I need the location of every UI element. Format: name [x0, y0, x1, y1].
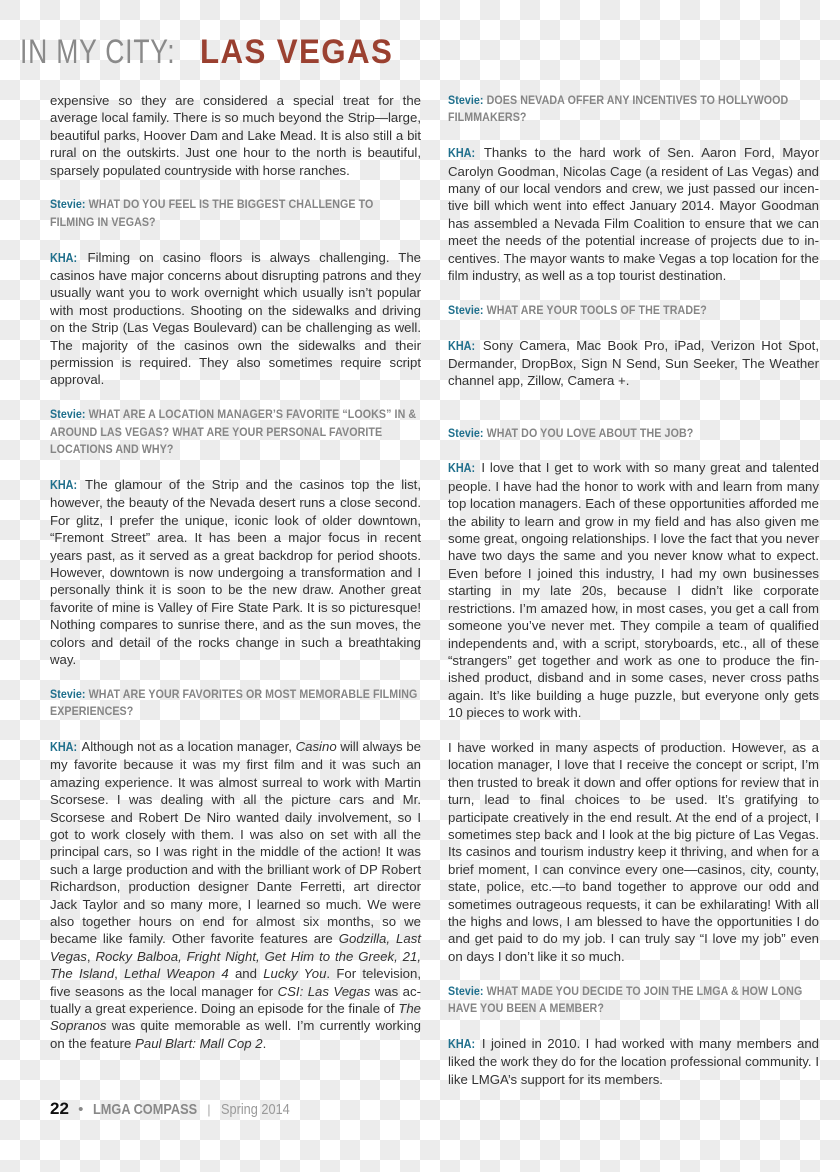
answer-text: Thanks to the hard work of Sen. Aaron Ford, Mayor Carolyn Goodman, Nicolas Cage (a resident of Las Vegas) and many of our local vendors and crew, we just passed our incentive bill which went into effect January 2014. Mayor Goodman has assembled a Nevada Film Coalition to ensure that we can meet the needs of the potential increase of projects due to incentives. The mayor wants to make Vegas a top location for the film industry, as well as a top tourist destination.	[448, 145, 819, 284]
answer-block	[448, 459, 819, 721]
speaker-label: Stevie:	[50, 407, 86, 422]
issue-date: Spring 2014	[220, 1101, 290, 1118]
question	[50, 406, 420, 458]
answer-continued: I have worked in many aspects of production. However, as a location manager, I love that I receive the concept or script, I’m then trusted to break it down and offer options for review that in turn, lead to final choices to be used. It’s gratifying to participate creatively in the end result. At the end of a project, I sometimes step back and I look at the big picture of Las Vegas. Its casinos and tourism industry keep it thriving, and when for a brief moment, I can convince every one—casinos, city, county, state, police, etc.—to band together to approve our odd and sometimes outrageous requests, it can be exhilarating! With all the highs and lows, I am blessed to have the opportunities I do and get paid to do my job. I can truly say “I love my job” even on days I don’t like it so much.	[448, 739, 819, 964]
speaker-label: KHA:	[448, 461, 476, 476]
speaker-label: KHA:	[448, 146, 476, 161]
title-prefix: IN MY CITY:	[20, 33, 176, 71]
speaker-label: Stevie:	[448, 302, 484, 317]
answer-text: The glamour of the Strip and the casinos top the list, however, the beauty of the Nevada desert runs a close second. For glitz, I prefer the unique, iconic look of older downtown, “Fremont Street” area. It has been a major focus in recent years past, as it served as a great backdrop for period shoots. However, downtown is now undergoing a transformation and I personally think it is soon to be the new draw. Another great favorite of mine is Valley of Fire State Park. It is so picturesque! Nothing compares to sunrise there, and as the sun moves, the colors and detail of the rocks change in such a breathtaking way.	[50, 476, 421, 667]
question	[448, 425, 818, 442]
answer	[448, 337, 819, 390]
question-text: WHAT DO YOU FEEL IS THE BIGGEST CHALLENGE TO FILMING IN VEGAS?	[50, 197, 374, 229]
title-city: LAS VEGAS	[199, 33, 393, 71]
speaker-label: KHA:	[448, 1036, 476, 1051]
question	[50, 686, 420, 721]
answer-text: I love that I get to work with so many great and talented people. I have had the honor to work with and learn from many top location managers. Each of these opportunities afforded me the ability to learn and grow in my field and has also given me some great, ongoing relationships. I love the fact that you never have two days the same and you never know what to expect. Even before I joined this industry, I had my own businesses starting in my late 20s, because I didn’t like corporate restrictions. I’m amazed how, in most cases, you get a call from someone you’ve never met. They compile a team of qualified independents and, with a script, storyboards, etc., all of these “strangers” get together and work as one to produce the finished product, disband and in some cases, never cross paths again. It’s like building a huge puzzle, but everyone only gets 10 pieces to work with.	[448, 460, 819, 721]
answer-block	[50, 249, 421, 389]
question-text: WHAT ARE YOUR TOOLS OF THE TRADE?	[486, 302, 707, 317]
question-text: WHAT ARE YOUR FAVORITES OR MOST MEMORABLE FILMING EXPERIENCES?	[50, 686, 418, 719]
page-title	[20, 30, 410, 74]
qa-block	[50, 196, 421, 231]
question-text: WHAT MADE YOU DECIDE TO JOIN THE LMGA & HOW LONG HAVE YOU BEEN A MEMBER?	[448, 983, 803, 1015]
qa-block	[448, 425, 819, 442]
answer	[448, 1035, 819, 1088]
pipe-separator: |	[207, 1102, 211, 1117]
speaker-label: KHA:	[448, 338, 476, 353]
spacer	[448, 407, 819, 424]
question	[448, 983, 818, 1018]
qa-block	[448, 983, 819, 1018]
intro-paragraph: expensive so they are considered a special treat for the average local family. There is so much beyond the Strip—large, beautiful parks, Hoover Dam and Lake Mead. It is also still a bit rural on the outskirts. Just one hour to the north is beautiful, sparsely populated countryside with horse ranches.	[50, 93, 421, 178]
intro-block	[50, 92, 421, 179]
answer	[448, 459, 819, 721]
answer-text: Sony Camera, Mac Book Pro, iPad, Verizon Hot Spot, Dermander, DropBox, Sign N Send, Sun Seeker, The Weather channel app, Zillow, Camera +.	[448, 337, 819, 389]
answer	[448, 144, 819, 284]
answer-text: I joined in 2010. I had worked with many members and liked the work they do for the location professional community. I like LMGA’s support for its members.	[448, 1035, 819, 1087]
right-column	[448, 92, 819, 1105]
speaker-label: Stevie:	[448, 983, 484, 998]
publication-name: LMGA COMPASS	[92, 1101, 197, 1118]
answer-continued-block	[448, 739, 819, 965]
qa-block	[448, 302, 819, 319]
speaker-label: KHA:	[50, 477, 78, 492]
qa-block	[448, 92, 819, 127]
answer-block	[50, 738, 421, 1052]
answer-block	[50, 476, 421, 668]
question	[50, 196, 420, 231]
bullet-separator: •	[78, 1101, 84, 1118]
page-footer	[50, 1098, 302, 1121]
speaker-label: KHA:	[50, 250, 78, 265]
answer	[50, 738, 421, 1052]
qa-block	[50, 406, 421, 458]
question	[448, 302, 818, 319]
answer-text-rich: Although not as a location manager, Casino will always be my favorite because it was my first film and it was such an amazing experience. It was almost surreal to work with Martin Scorsese. I was dealing with all the picture cars and Mr. Scorsese and Robert De Niro wanted daily involvement, so I got to work closely with them. I was also on set with all the principal cars, so I was right in the middle of the action! It was such a large production and with the brilliant work of DP Robert Richardson, production designer Dante Ferretti, art director Jack Taylor and so many more, I learned so much. We were also together hours on end for almost six months, so we became like family. Other favorite features are Godzilla, Last Vegas, Rocky Balboa, Fright Night, Get Him to the Greek, 21, The Island, Lethal Weapon 4 and Lucky You. For television, five seasons as the local manager for CSI: Las Vegas was actually a great experience. Doing an episode for the finale of The Sopranos was quite memorable as well. I’m currently working on the feature Paul Blart: Mall Cop 2.	[50, 738, 422, 1051]
question	[448, 92, 818, 127]
speaker-label: KHA:	[50, 739, 78, 754]
page-number: 22	[50, 1099, 69, 1118]
left-column	[50, 92, 421, 1070]
answer	[50, 249, 421, 389]
answer-block	[448, 144, 819, 284]
qa-block	[50, 686, 421, 721]
speaker-label: Stevie:	[448, 425, 484, 440]
speaker-label: Stevie:	[50, 197, 86, 212]
speaker-label: Stevie:	[50, 686, 86, 701]
question-text: WHAT ARE A LOCATION MANAGER’S FAVORITE “LOOKS” IN & AROUND LAS VEGAS? WHAT ARE YOUR PERSONAL FAVORITE LOCATIONS AND WHY?	[50, 407, 417, 457]
answer-text: Filming on casino floors is always challenging. The casinos have major concerns about disrupting patrons and they usually want you to work overnight which usually isn’t popular with most productions. Shooting on the sidewalks and driving on the Strip (Las Vegas Boulevard) can be challenging as well. The majority of the casinos own the sidewalks and their permission is required. They also sometimes require script approval.	[50, 249, 422, 388]
speaker-label: Stevie:	[448, 93, 484, 107]
answer	[50, 476, 421, 668]
answer-block	[448, 337, 819, 390]
answer-block	[448, 1035, 819, 1088]
question-text: DOES NEVADA OFFER ANY INCENTIVES TO HOLLYWOOD FILMMAKERS?	[448, 93, 789, 125]
question-text: WHAT DO YOU LOVE ABOUT THE JOB?	[486, 425, 694, 440]
